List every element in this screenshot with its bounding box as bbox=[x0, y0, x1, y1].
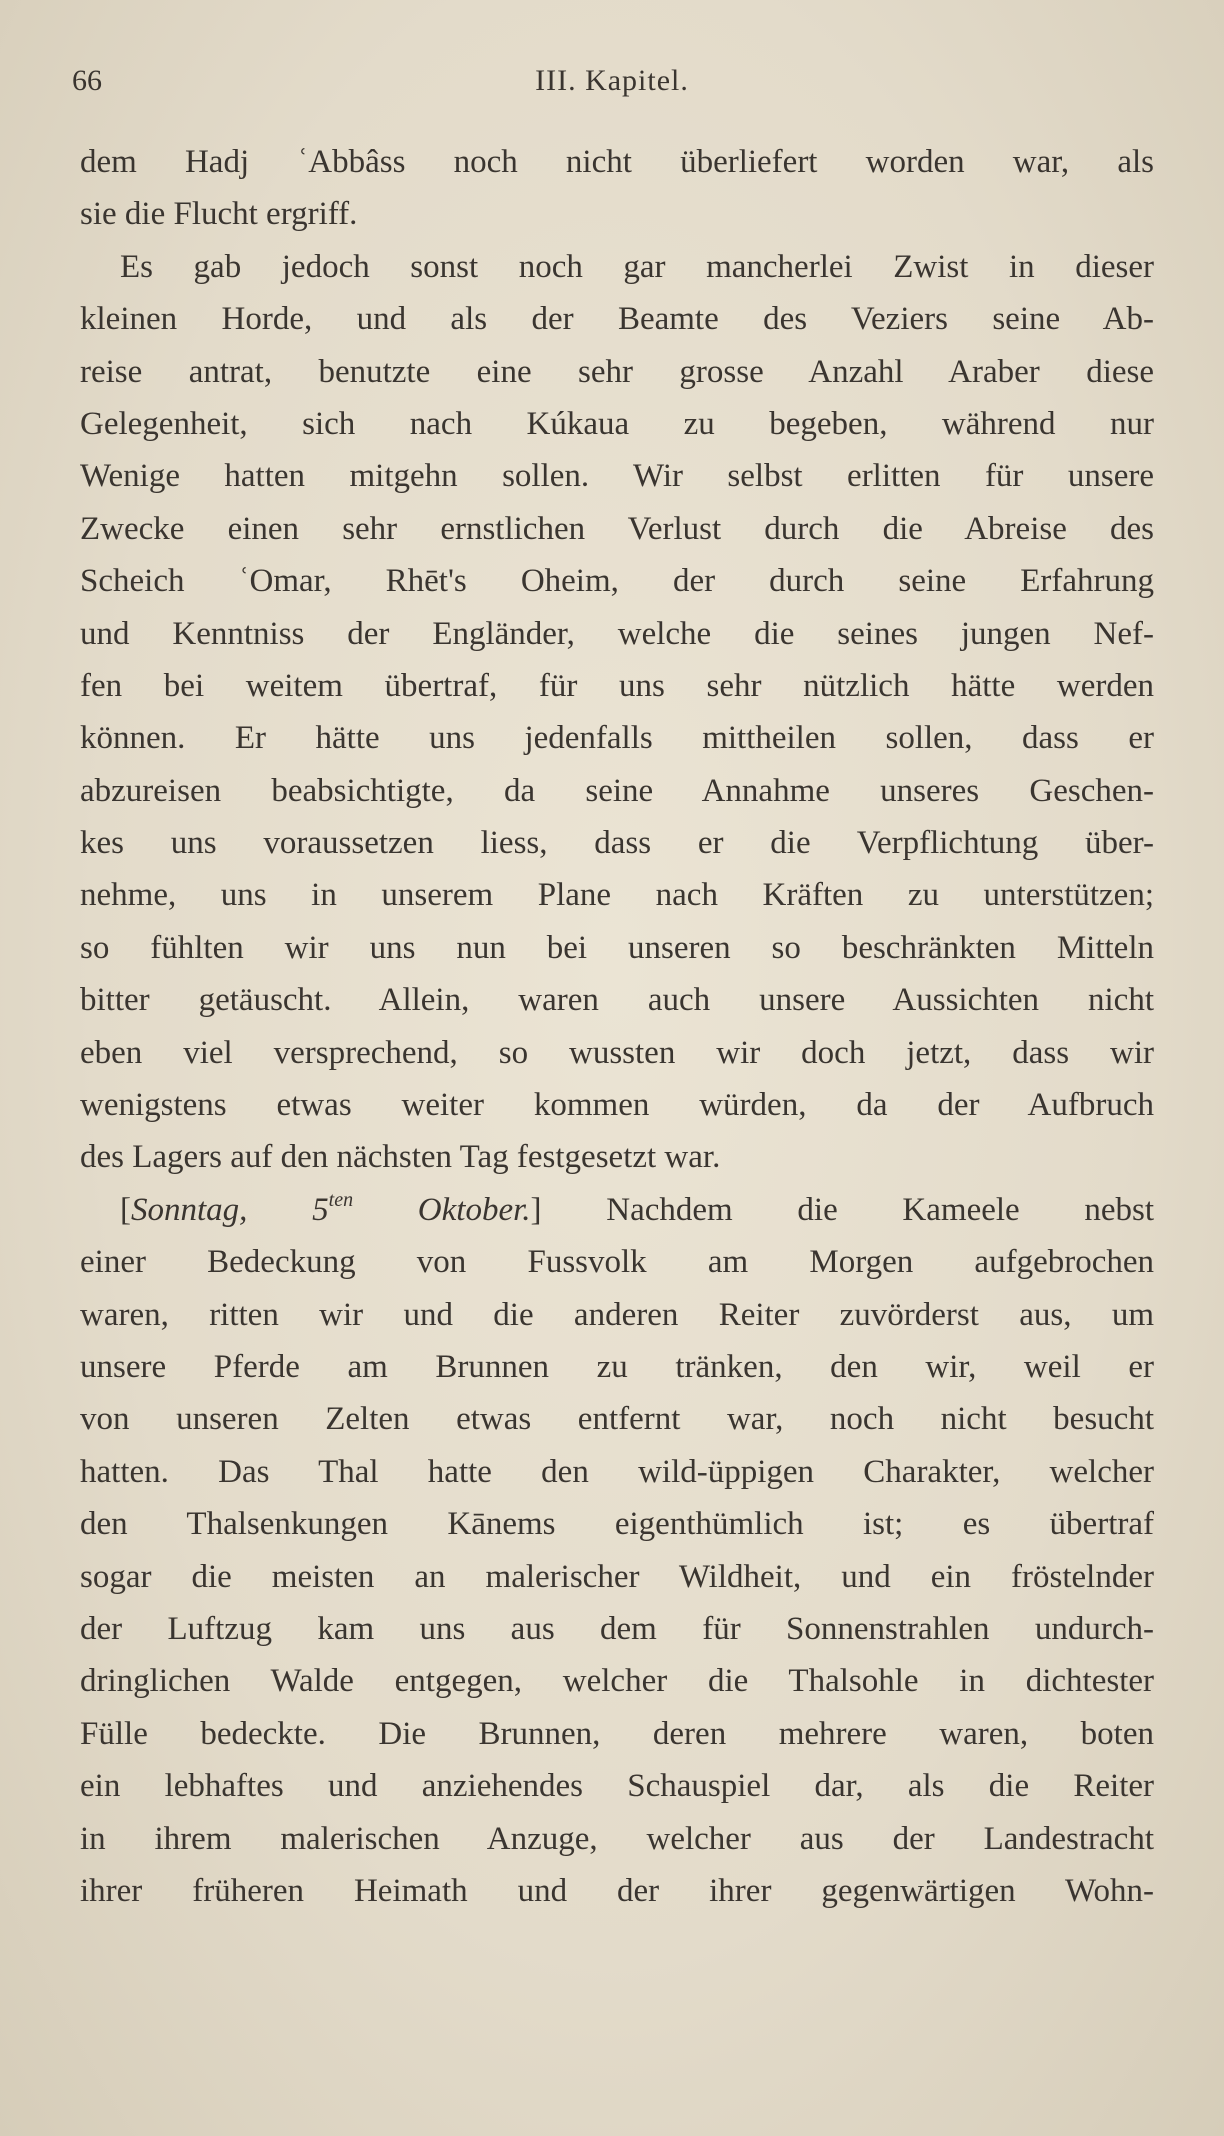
text-line: dringlichen Walde entgegen, welcher die Thalsohle in dichtester bbox=[80, 1663, 1154, 1700]
text-line: sie die Flucht ergriff. bbox=[80, 196, 358, 233]
text-line: ihrer früheren Heimath und der ihrer gegenwärtigen Wohn- bbox=[80, 1872, 1154, 1909]
text-line: dem Hadj ʿAbbâss noch nicht überliefert worden war, als bbox=[80, 144, 1154, 180]
open-bracket: [ bbox=[120, 1191, 131, 1228]
text-line: Scheich ʿOmar, Rhēt's Oheim, der durch seine Erfahrung bbox=[80, 563, 1154, 600]
text-line: der Luftzug kam uns aus dem für Sonnenstrahlen undurch- bbox=[80, 1610, 1154, 1647]
entry-day: Sonntag, bbox=[131, 1191, 248, 1228]
text-line: einer Bedeckung von Fussvolk am Morgen aufgebrochen bbox=[80, 1244, 1154, 1281]
dated-entry-line bbox=[80, 1184, 1154, 1236]
text-line: waren, ritten wir und die anderen Reiter zuvörderst aus, um bbox=[80, 1296, 1154, 1333]
entry-month: Oktober. bbox=[417, 1191, 531, 1228]
text-line: bitter getäuscht. Allein, waren auch unsere Aussichten nicht bbox=[80, 982, 1154, 1019]
text-line: Fülle bedeckte. Die Brunnen, deren mehrere waren, boten bbox=[80, 1715, 1154, 1752]
text-line: abzureisen beabsichtigte, da seine Annahme unseres Geschen- bbox=[80, 772, 1154, 809]
text-line: kleinen Horde, und als der Beamte des Veziers seine Ab- bbox=[80, 301, 1154, 338]
text-line: Gelegenheit, sich nach Kúkaua zu begeben, während nur bbox=[80, 405, 1154, 442]
text-line: wenigstens etwas weiter kommen würden, da der Aufbruch bbox=[80, 1087, 1154, 1124]
text-line: in ihrem malerischen Anzuge, welcher aus der Landestracht bbox=[80, 1820, 1154, 1857]
body-text bbox=[80, 136, 1154, 1917]
text-line: Es gab jedoch sonst noch gar mancherlei Zwist in dieser bbox=[120, 248, 1154, 285]
text-line: Zwecke einen sehr ernstlichen Verlust durch die Abreise des bbox=[80, 510, 1154, 547]
running-head: III. Kapitel. bbox=[535, 64, 689, 97]
entry-text: Nachdem die Kameele nebst bbox=[606, 1191, 1155, 1228]
text-line: und Kenntniss der Engländer, welche die seines jungen Nef- bbox=[80, 615, 1154, 652]
text-line: können. Er hätte uns jedenfalls mittheilen sollen, dass er bbox=[80, 720, 1154, 757]
text-line: des Lagers auf den nächsten Tag festgesetzt war. bbox=[80, 1139, 721, 1176]
text-line: eben viel versprechend, so wussten wir doch jetzt, dass wir bbox=[80, 1034, 1154, 1071]
text-line: so fühlten wir uns nun bei unseren so beschränkten Mitteln bbox=[80, 929, 1154, 966]
text-line: ein lebhaftes und anziehendes Schauspiel dar, als die Reiter bbox=[80, 1768, 1154, 1805]
text-line: unsere Pferde am Brunnen zu tränken, den wir, weil er bbox=[80, 1348, 1154, 1385]
entry-date-suffix: ten bbox=[328, 1188, 354, 1211]
text-line: Wenige hatten mitgehn sollen. Wir selbst erlitten für unsere bbox=[80, 458, 1154, 495]
text-line: den Thalsenkungen Kānems eigenthümlich ist; es übertraf bbox=[80, 1506, 1154, 1543]
page-number: 66 bbox=[72, 64, 102, 97]
close-bracket: ] bbox=[530, 1191, 542, 1228]
page-header bbox=[72, 64, 1152, 108]
text-line: kes uns voraussetzen liess, dass er die Verpflichtung über- bbox=[80, 825, 1154, 862]
text-line: fen bei weitem übertraf, für uns sehr nützlich hätte werden bbox=[80, 667, 1154, 704]
text-line: hatten. Das Thal hatte den wild-üppigen Charakter, welcher bbox=[80, 1453, 1154, 1490]
text-line: nehme, uns in unserem Plane nach Kräften zu unterstützen; bbox=[80, 877, 1154, 914]
entry-date-number: 5 bbox=[312, 1191, 329, 1228]
text-line: reise antrat, benutzte eine sehr grosse Anzahl Araber diese bbox=[80, 353, 1154, 390]
text-line: sogar die meisten an malerischer Wildheit, und ein fröstelnder bbox=[80, 1558, 1154, 1595]
text-line: von unseren Zelten etwas entfernt war, noch nicht besucht bbox=[80, 1401, 1154, 1438]
